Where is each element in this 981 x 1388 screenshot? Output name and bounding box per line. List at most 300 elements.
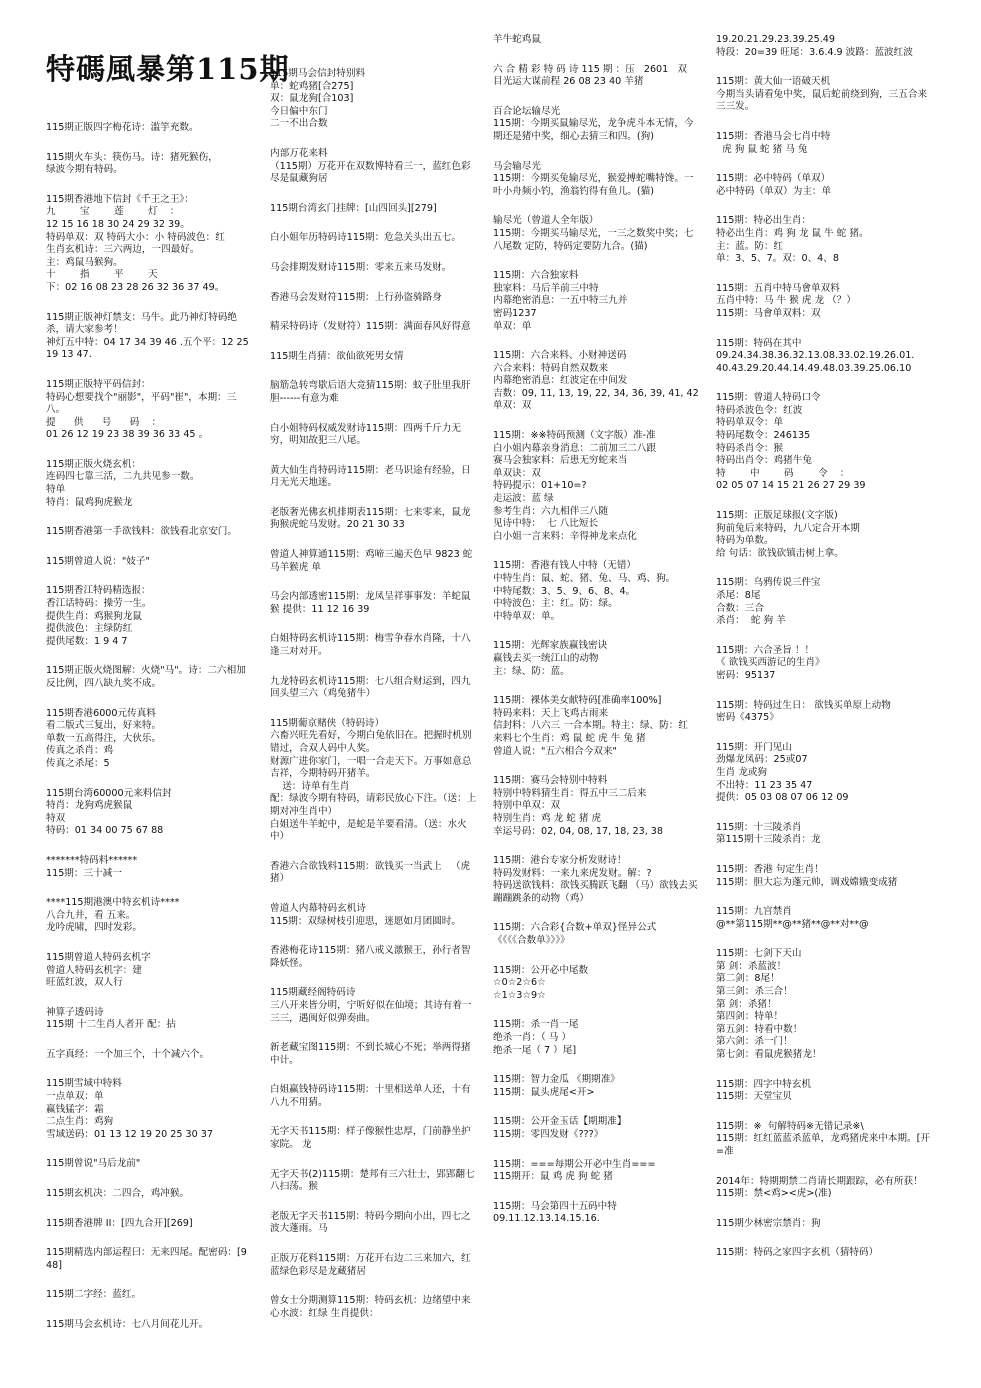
text-line: 羊牛蛇鸡鼠 [493, 34, 541, 45]
text-line: 双：鼠龙狗[合103] [270, 93, 354, 105]
text-block [493, 855, 703, 905]
text-line: 115期玄机决：二四合，鸡冲猴。 [46, 1188, 190, 1200]
text-block [270, 1084, 480, 1109]
text-block [493, 965, 703, 1003]
text-block [46, 312, 251, 362]
text-line: 第 剑：杀蓝波！ [716, 960, 787, 972]
text-block [716, 864, 931, 889]
text-block [46, 585, 251, 648]
text-line: 特码杀肖令：猴 [716, 442, 784, 454]
text-block [493, 1019, 703, 1057]
text-line: 无字天书(2)115期：楚邦有三六壮士，郢郢翻七八扫荡。猴 [270, 1168, 475, 1193]
column-2 [270, 68, 480, 1337]
text-line: 115期：零四发财《???》 [493, 1129, 604, 1140]
text-line: 提供生肖：鸡猴狗龙鼠 [46, 610, 142, 622]
text-line: 杀尾：8尾 [716, 590, 761, 601]
text-line: 曾道人说："五六相合今双来" [493, 745, 617, 757]
text-line: 115期：胆大忘为蓬元帅，调戏嫦娥变成猪 [716, 876, 898, 888]
text-block [270, 380, 480, 405]
text-line: 特码心想要找个"丽影"，平码"崔"，本期：三八。 [46, 391, 237, 416]
text-line: 09.24.34.38.36.32.13.08.33.02.19.26.01. [716, 350, 915, 362]
text-line: 白小姐内幕亲身消息：二前加三二八跟 [493, 442, 657, 454]
text-line: 内幕绝密消息：一五中特三九并 [493, 295, 628, 307]
text-line: 115期香港地下信封《千王之王》： [46, 193, 194, 205]
text-line: 精采特码诗（发财符）115期：满面春风好得意 [270, 321, 471, 333]
text-block [493, 430, 703, 543]
text-line: 六 合 精 彩 特 码 诗 115 期 ：压 2601 双 目光运大谋前程 26 08 23 40 羊猪 [493, 63, 697, 88]
text-line: 香江话特码：操劳一生。 [46, 598, 152, 610]
text-line: 特码单双：双 特码大小：小 特码波色：红 [46, 231, 225, 243]
text-block [46, 1078, 251, 1141]
text-line: 115期雪域中特料 [46, 1078, 122, 1090]
text-block [716, 948, 931, 1061]
text-line: 115期：六合独家料 [493, 270, 579, 282]
text-block [46, 1218, 251, 1231]
text-line: 09.11.12.13.14.15.16. [493, 1213, 600, 1225]
text-line: 劲爆龙凤码：25或07 [716, 754, 808, 766]
text-line: 杀肖： 蛇 狗 羊 [716, 615, 786, 627]
text-block [270, 292, 480, 305]
text-line: 115期：六合来料、小财神送码 [493, 350, 627, 362]
text-line: 见诗中特： 七 八比短长 [493, 518, 599, 530]
text-block [270, 718, 480, 844]
text-line: 115期：红红蓝蓝杀蓝单，龙鸡猪虎来中本期。[开=准 [716, 1133, 930, 1157]
text-block [493, 1201, 703, 1226]
text-block [270, 549, 480, 574]
text-block [493, 1159, 703, 1184]
text-line: 给 句话：欲钱砍镇击树上拿。 [716, 547, 844, 559]
text-line: 单双：单 [493, 320, 532, 332]
text-line: @**第115期**@**猪**@**对**@ [716, 918, 869, 930]
text-line: 生肖 龙或狗 [716, 766, 768, 778]
text-line: 今日偏中东门 [270, 105, 328, 117]
text-block [493, 64, 703, 89]
text-line: 六畜兴旺先看好，今期白兔依旧在。把握时机别错过，合双人码中人奖。 [270, 730, 472, 754]
text-block [46, 379, 251, 442]
text-line: 主：鸡鼠马猴狗。 [46, 256, 123, 268]
text-line: 白小姐年历特码诗115期：危急关头出五七。 [270, 232, 461, 244]
text-line: 三八开来皆分明，宁听好似在仙境；其诗有着一三三，遇闽好似弹奏曲。 [270, 999, 472, 1024]
text-block [270, 987, 480, 1025]
text-line: 吉数：09, 11, 13, 19, 22, 34, 36, 39, 41, 42 [493, 387, 699, 399]
text-line: 115期：必中特码（单双） [716, 173, 831, 185]
text-block [46, 1188, 251, 1201]
text-line: 白姐送牛羊蛇中，是蛇是羊要看清。（送：水火中） [270, 818, 467, 843]
text-line: 115期：公开金玉话【期期准】 [493, 1116, 627, 1128]
text-block [493, 350, 703, 413]
text-line: 马会排期发财诗115期：零来五来马发财。 [270, 261, 452, 273]
text-block [716, 76, 931, 114]
text-line: 老版奢光佛玄机排期表115期：七来零来，鼠龙狗猴虎蛇马发财。20 21 30 33 [270, 506, 471, 531]
page-title: 特碼風暴第115期 [46, 52, 290, 86]
text-line: 白小姐特码权威发财诗115期：四两千斤力无穷，明知故犯三八尾。 [270, 422, 461, 447]
text-block [270, 351, 480, 364]
text-line: 115期马会信封特别料 [270, 68, 366, 79]
text-line: 115期：特码之家四字玄机（猜特码） [716, 1247, 879, 1259]
text-line: 赢钱去买一统江山的动物 [493, 652, 599, 664]
text-line: 第 剑：杀猪！ [716, 998, 777, 1010]
text-block [716, 577, 931, 627]
text-line: 115期：禁<鸡><虎>(准) [716, 1188, 832, 1200]
text-line: 115期：===每期公开必中生肖=== [493, 1158, 656, 1170]
text-line: 新老藏宝图115期：不到长城心不死；举两得猪中计。 [270, 1042, 471, 1066]
text-block [46, 1247, 251, 1272]
text-block [493, 1074, 703, 1099]
text-line: 115期：港台专家分析发财诗！ [493, 855, 627, 867]
text-line: 115期：天堂宝贝 [716, 1091, 792, 1103]
text-block [270, 1042, 480, 1067]
text-line: ☆1☆3☆9☆ [493, 989, 546, 1001]
text-line: 特码为单数。 [716, 535, 774, 547]
text-line: 下：02 16 08 23 28 26 32 36 37 49。 [46, 281, 225, 293]
text-line: 幸运号码：02, 04, 08, 17, 18, 23, 38 [493, 825, 664, 837]
text-line: 115期葡京赌侠（特码诗） [270, 717, 385, 729]
text-line: 马会输尽光 [493, 160, 541, 172]
text-block [46, 1319, 251, 1332]
text-block [270, 676, 480, 701]
text-line: 特肖：鼠鸡狗虎猴龙 [46, 496, 133, 508]
text-line: 白姐特码玄机诗115期：梅雪争春水肖隆，十八逢三对对开。 [270, 633, 471, 658]
text-line: 传真之杀肖：鸡 [46, 745, 114, 757]
text-block [716, 822, 931, 847]
text-line: 特双 [46, 812, 66, 824]
text-line: 115期：※ 句解特码※无错记录※\ [716, 1120, 864, 1132]
text-line: 神算子透码诗 [46, 1006, 104, 1018]
text-block [270, 1126, 480, 1151]
text-line: 115期：光辉家族赢钱密诀 [493, 640, 608, 652]
text-line: 115期 十二生肖人者开 配：拈 [46, 1019, 176, 1031]
text-block [270, 633, 480, 658]
text-line: 单：蛇鸡猪[合275] [270, 80, 354, 92]
text-line: 115期香港6000元传真料 [46, 707, 156, 719]
text-line: 115期：特码在其中 [716, 337, 802, 349]
text-block [46, 194, 251, 295]
text-line: 主：蓝。防：红 [716, 240, 784, 252]
text-line: 特码单双令：单 [716, 417, 784, 429]
text-line: 曾道人内幕特码玄机诗 [270, 902, 366, 914]
text-line: 龙吟虎啸，四时发彩。 [46, 922, 142, 934]
text-line: 密码：95137 [716, 669, 776, 681]
text-block [46, 1158, 251, 1171]
text-line: 115期精选内部运程曰：无来四尾。配密码：[948] [46, 1247, 247, 1271]
column-4 [716, 34, 931, 1277]
text-line: 单数一五高得注，大伙乐。 [46, 732, 162, 744]
text-line: 115期曾道人特码玄机字 [46, 951, 151, 963]
text-block [716, 392, 931, 493]
text-block [493, 560, 703, 623]
text-line: 特码提示：01+10=? [493, 480, 587, 492]
text-line: 赛马会独家料：后患无穷蛇来当 [493, 455, 628, 467]
text-line: 香港六合欲钱料115期：欲钱买一当武上 （虎猪） [270, 860, 471, 885]
text-line: 特码杀波色令：红波 [716, 404, 803, 416]
text-block [493, 34, 703, 47]
text-line: 115期：四字中特玄机 [716, 1078, 812, 1090]
text-line: 115期：六合圣旨 ！！ [716, 644, 815, 656]
text-line: 单双：双 [493, 400, 532, 412]
text-block [270, 203, 480, 216]
text-line: 白姐赢钱特码诗115期：十里相送单人还，十有八九不用猜。 [270, 1084, 471, 1108]
text-line: 特码来料：天上飞鸡古雨来 [493, 707, 609, 719]
text-block [270, 903, 480, 928]
text-line: 绿波今期有特码。 [46, 164, 123, 176]
text-line: 单：3、5、7。双：0、4、8 [716, 253, 839, 265]
text-line: 115期：六合彩{合数+单双}怪异公式 [493, 922, 657, 934]
text-line: 115期：正版足球报(文字版) [716, 510, 838, 522]
text-line: 《 欲钱买西游记的生肖》 [716, 657, 825, 669]
text-line: 密码1237 [493, 307, 537, 319]
text-block [46, 788, 251, 838]
text-block [270, 321, 480, 334]
text-line: 特别中特料猜生肖：得五中三二后来 [493, 787, 647, 799]
text-block [46, 1007, 251, 1032]
text-line: 115期：今期买兔输尽光，猴爱搏蛇嘴特馋。一叶小舟频小钓，渔翁钓得有鱼儿。(猫) [493, 173, 694, 197]
text-block [270, 148, 480, 186]
text-line: （115期）万花开在双数博特看三一，蓝红色彩尽是鼠藏狗居 [270, 160, 471, 185]
text-block [270, 465, 480, 490]
text-block [716, 1247, 931, 1260]
text-line: *******特码料****** [46, 854, 138, 866]
text-line: 中特波色：主：红。防：绿。 [493, 598, 618, 610]
text-line: 115期：今期买鼠输尽光，龙争虎斗本无情，今期还是猪中奖，细心去猜三和四。(狗) [493, 118, 694, 142]
text-line: 输尽光（曾道人全年版） [493, 215, 599, 227]
text-line: 提供波色：主绿防红 [46, 623, 133, 635]
text-block [46, 152, 251, 177]
text-line: 提 供 号 码 ： [46, 416, 162, 428]
text-line: 115期二字经：蓝红。 [46, 1289, 142, 1301]
text-block [716, 1218, 931, 1231]
text-line: 115期香港牌 II：[四九合开][269] [46, 1217, 193, 1229]
text-line: ☆0☆2☆6☆ [493, 977, 546, 989]
text-line: 赢钱猛字：霜 [46, 1103, 104, 1115]
column-1 [46, 34, 290, 1349]
text-line: 二一不出合数 [270, 118, 328, 130]
text-line: 雪域送码：01 13 12 19 20 25 30 37 [46, 1128, 213, 1140]
text-block [716, 338, 931, 376]
text-line: 2014年：特期期禁二肖请长期跟踪，必有所获！ [716, 1175, 923, 1187]
text-line: 必中特码（单双）为主：单 [716, 185, 832, 197]
text-block [493, 215, 703, 253]
text-line: 马会内部透密115期：龙凤呈祥事事发：羊蛇鼠猴 提供：11 12 16 39 [270, 591, 471, 615]
text-line: 特码送欲钱料：欲钱买腾跃飞翻 （马）欲钱去买蹦蹦跳条的动物（鸡） [493, 880, 698, 904]
text-line: 115期曾道人说："妓子" [46, 555, 150, 567]
text-line: 无字天书115期：样子像猴性忠厚，门前静坐护家院。 龙 [270, 1126, 471, 1151]
text-line: 看二版式三复出，好来特。 [46, 720, 162, 732]
text-line: 115期：马会第四十五码中特 [493, 1200, 617, 1212]
text-line: 内部万花来料 [270, 147, 328, 159]
text-block [270, 423, 480, 448]
text-line: 特肖：龙狗鸡虎猴鼠 [46, 800, 133, 812]
text-line: 合数：三合 [716, 602, 764, 614]
text-line: 八合九井，看 五来。 [46, 909, 136, 921]
text-block [716, 131, 931, 156]
text-block [716, 700, 931, 725]
text-line: 特必出生肖：鸡 狗 龙 鼠 牛 蛇 猪。 [716, 227, 869, 239]
text-line: 115期藏经阁特码诗 [270, 987, 356, 999]
text-block [270, 591, 480, 616]
text-line: 香港梅花诗115期：猪八戒义激猴王，孙行者智降妖怪。 [270, 945, 471, 969]
text-line: 第七剑：看鼠虎猴猪龙！ [716, 1049, 822, 1061]
text-line: 神灯五中特：04 17 34 39 46 .五个平：12 25 19 13 47. [46, 336, 252, 361]
text-line: 生肖玄机诗：三六两边，一四最好。 [46, 244, 200, 256]
text-line: 连码四七靠三活，二九共见参一数。 [46, 471, 200, 483]
text-line: 配：绿波今期有特码，请彩民放心下注。（送：上期对冲生肖中） [270, 793, 477, 817]
text-line: 115期：香港有钱人中特（无错） [493, 560, 637, 572]
text-line: 115期：※※特码预测（文字版）准-准 [493, 430, 656, 442]
text-line: 第二剑：8尾！ [716, 973, 780, 985]
text-line: 115期：五肖中特马會单双料 [716, 282, 840, 294]
text-line: 曾道人特码玄机字：建 [46, 964, 142, 976]
text-line: 独家料：马后羊前三中特 [493, 282, 599, 294]
text-line: 特码发财料：一来九来虎发财。解：? [493, 867, 652, 879]
text-block [46, 526, 251, 539]
text-line: 115期：今期买马输尽光，一三之数奖中奖；七八尾数 定防，特码定要防九合。(猫) [493, 227, 694, 252]
text-line: 特别中单双：双 [493, 800, 561, 812]
text-block [716, 906, 931, 931]
text-line: 老版无字天书115期：特码今期向小出，四七之波大蓬雨。马 [270, 1210, 471, 1235]
text-line: 115期正版四字梅花诗：滥竽充数。 [46, 122, 199, 133]
text-block [270, 68, 480, 131]
text-block [270, 1211, 480, 1236]
text-block [270, 945, 480, 970]
text-line: 115期：曾道人特码口令 [716, 392, 821, 404]
text-line: 115期：黄大仙一语破天机 [716, 76, 831, 88]
text-block [270, 861, 480, 886]
text-line: 中特生肖：鼠、蛇、猪、兔、马、鸡、狗。 [493, 573, 676, 584]
text-block [716, 1176, 931, 1201]
text-block [46, 665, 251, 690]
text-line: 一点单双：单 [46, 1091, 104, 1103]
text-line: 115期：公开必中尾数 [493, 964, 589, 976]
text-line: 传真之杀尾：5 [46, 757, 110, 769]
text-line: 曾女士分期测算115期：特码玄机：边绪望中来 心水波：红绿 生肖提供： [270, 1295, 474, 1319]
text-line: 01 26 12 19 23 38 39 36 33 45 。 [46, 429, 209, 441]
text-block [493, 922, 703, 947]
text-block [46, 897, 251, 935]
text-line: 115期台湾60000元来料信封 [46, 787, 172, 799]
text-line: 19.20.21.29.23.39.25.49 [716, 34, 836, 45]
text-line: 特码出肖令：鸡猪牛兔 [716, 455, 812, 467]
text-line: 曾道人神算通115期：鸡啼三遍天色早 9823 蛇马羊猴虎 单 [270, 549, 473, 573]
text-line: 115期香江特码精选报： [46, 585, 151, 597]
text-line: 特码：01 34 00 75 67 88 [46, 825, 164, 837]
text-block [493, 775, 703, 838]
text-line: 40.43.29.20.44.14.49.48.03.39.25.06.10 [716, 362, 912, 374]
text-line: 115期正版特平码信封： [46, 378, 151, 390]
text-line: 第五剑：特看中数！ [716, 1023, 803, 1035]
text-line: 九龙特码玄机诗115期：七八组合财运到，四九回头望三六（鸡兔猪牛） [270, 675, 471, 700]
text-block [716, 1079, 931, 1104]
text-line: 狗前兔后来特码，九八定合开本期 [716, 522, 860, 534]
text-block [493, 161, 703, 199]
text-line: 绝杀一肖：（ 马 ） [493, 1032, 572, 1044]
text-block [716, 34, 931, 59]
text-line: 送：诗单有生肖 [270, 780, 350, 792]
text-line: 二点生肖：鸡狗 [46, 1116, 114, 1128]
text-line: 脑筋急转弯歇后语大竞猜115期：蚊子肚里我肝胆------有意为难 [270, 380, 471, 404]
text-line: 特别生肖：鸡 龙 蛇 猪 虎 [493, 812, 602, 824]
text-line: 信封料：八六三 一合本期。特主：绿、防：红 [493, 720, 688, 732]
text-line: 中特单双：单。 [493, 610, 561, 622]
text-line: 115期：三十减一 [46, 867, 122, 879]
text-line: 115期：香港 句定生肖！ [716, 863, 824, 875]
text-line: 02 05 07 14 15 21 26 27 29 39 [716, 480, 866, 492]
text-line: 旺蓝红波，双人行 [46, 977, 123, 989]
text-line: 115期：七剑下天山 [716, 948, 802, 960]
text-line: 五字真经：一个加三个，十个减六个。 [46, 1048, 210, 1060]
text-line: 115期：马會单双料：双 [716, 307, 821, 319]
text-block [46, 459, 251, 509]
text-block [716, 742, 931, 805]
text-line: 中特尾数：3、5、9、6、8、4。 [493, 585, 636, 597]
text-line: 十 指 平 天 [46, 269, 158, 281]
text-line: 特单 [46, 484, 66, 496]
text-block [493, 106, 703, 144]
text-line: 115期台湾玄门挂牌：[山四回头][279] [270, 202, 437, 214]
text-block [46, 1289, 251, 1302]
text-line: 白小姐一言来料：辛得神龙来点化 [493, 530, 637, 542]
text-line: 不出特：11 23 35 47 [716, 779, 813, 791]
text-block [270, 507, 480, 532]
text-line: 115期：乌鸦传说三件宝 [716, 577, 821, 589]
text-block [270, 1295, 480, 1320]
text-line: 115期马会玄机诗：七八月间花儿开。 [46, 1319, 209, 1330]
text-line: 115期正版神灯禁支：马牛。此乃神灯特码绝杀，请大家参考！ [46, 311, 237, 336]
text-block [46, 1049, 251, 1062]
text-line: 密码《4375》 [716, 712, 779, 724]
text-line: 参考生肖：六九相伴三八随 [493, 505, 609, 517]
text-line: 115期：智力金瓜 《期期准》 [493, 1074, 620, 1086]
text-line: 特 中 码 令 ： [716, 467, 850, 479]
text-block [716, 510, 931, 560]
text-line: 115期少林密宗禁肖：狗 [716, 1217, 821, 1229]
text-block [270, 1253, 480, 1278]
text-line: 今期当头请看兔中奖，鼠后蛇前绕到狗，三五合来三三发。 [716, 88, 928, 113]
text-line: 特码尾数令：246135 [716, 430, 811, 442]
text-line: 115期正版火烧图解：火烧"马"。诗：二六相加反比例，四八缺九奖不成。 [46, 665, 246, 689]
text-line: 《《《《合数单》》》》 [493, 935, 570, 947]
text-line: ****115期港澳中特玄机诗**** [46, 897, 180, 909]
text-line: 第115期十三陵杀肖：龙 [716, 834, 821, 846]
text-line: 115期：双绿树枝引迎思，迷愿如月团圆时。 [270, 915, 461, 927]
text-line: 来料七个生肖：鸡 鼠 蛇 虎 牛 兔 猪 [493, 732, 646, 744]
column-3 [493, 34, 703, 1243]
text-line: 115期：杀一肖一尾 [493, 1019, 579, 1031]
text-line: 内幕绝密消息：红波定在中间发 [493, 375, 628, 387]
text-block [493, 1116, 703, 1141]
text-line: 提供：05 03 08 07 06 12 09 [716, 792, 849, 804]
text-line: 第六剑：杀一门！ [716, 1036, 793, 1048]
text-block [716, 283, 931, 321]
text-line: 百合论坛输尽光 [493, 105, 561, 117]
text-block [270, 262, 480, 275]
text-block [46, 855, 251, 880]
text-line: 主：绿、防：蓝。 [493, 665, 570, 677]
text-line: 115期：鼠头虎尾<开> [493, 1086, 595, 1098]
text-line: 财源广进你家门，一唱一合走天下。万事如意总吉祥，今期特码开猪羊。 [270, 755, 472, 780]
text-block [46, 708, 251, 771]
text-line: 115期：开门见山 [716, 741, 792, 753]
text-line: 115期：香港马会七肖中特 [716, 130, 831, 142]
text-block [716, 173, 931, 198]
text-line: 走运波：蓝 绿 [493, 493, 554, 505]
text-line: 115期香港第一手欲钱料：欲钱看北京安门。 [46, 526, 237, 538]
text-block [493, 695, 703, 758]
text-block [270, 232, 480, 245]
text-line: 正版万花料115期：万花开右边二三来加六，红蓝绿色彩尽是龙藏猪居 [270, 1253, 471, 1277]
text-line: 115期：裸体美女献特码[准确率100%] [493, 695, 662, 707]
text-line: 单双诀：双 [493, 467, 541, 479]
text-line: 特段：20=39 旺尾：3.6.4.9 波路：蓝波红波 [716, 46, 913, 58]
